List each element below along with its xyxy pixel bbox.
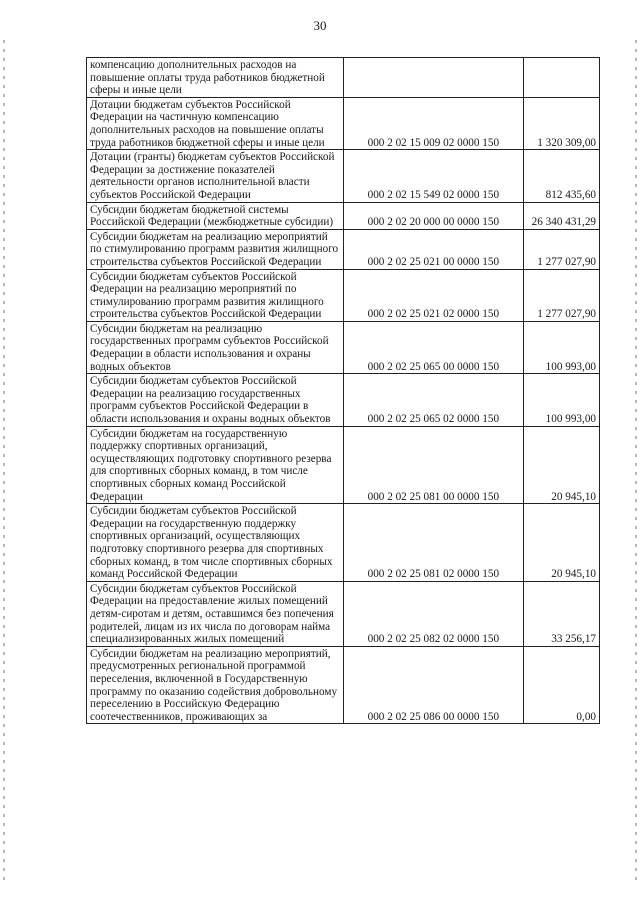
row-amount-cell: 100 993,00	[523, 321, 599, 373]
row-amount-cell: 100 993,00	[523, 374, 599, 426]
table-row	[87, 374, 600, 426]
row-amount-cell: 812 435,60	[523, 150, 599, 202]
row-code-cell: 000 2 02 25 021 02 0000 150	[344, 269, 524, 321]
table-row	[87, 504, 600, 582]
table-row	[87, 321, 600, 373]
row-code-cell: 000 2 02 25 081 02 0000 150	[344, 504, 524, 582]
row-name-cell: Субсидии бюджетам субъектов Российской Федерации на реализацию государственных программ субъектов Российской Федерации в области использования и охраны водных объектов	[87, 374, 344, 426]
row-amount-cell: 1 320 309,00	[523, 97, 599, 149]
table-row	[87, 426, 600, 504]
row-name-cell: компенсацию дополнительных расходов на повышение оплаты труда работников бюджетной сферы и иные цели	[87, 58, 344, 98]
row-name-cell: Субсидии бюджетам на реализацию государственных программ субъектов Российской Федерации в области использования и охраны водных объектов	[87, 321, 344, 373]
budget-revenue-table	[86, 57, 600, 724]
row-code-cell: 000 2 02 25 082 02 0000 150	[344, 581, 524, 646]
scan-edge-right	[635, 40, 637, 880]
row-name-cell: Субсидии бюджетам субъектов Российской Федерации на реализацию мероприятий по стимулированию программ развития жилищного строительства субъектов Российской Федерации	[87, 269, 344, 321]
row-name-cell: Дотации бюджетам субъектов Российской Федерации на частичную компенсацию дополнительных расходов на повышение оплаты труда работников бюджетной сферы и иные цели	[87, 97, 344, 149]
table-row	[87, 581, 600, 646]
row-code-cell: 000 2 02 15 009 02 0000 150	[344, 97, 524, 149]
row-amount-cell: 33 256,17	[523, 581, 599, 646]
row-amount-cell	[523, 58, 599, 98]
row-code-cell: 000 2 02 25 081 00 0000 150	[344, 426, 524, 504]
row-code-cell: 000 2 02 25 021 00 0000 150	[344, 229, 524, 269]
row-name-cell: Субсидии бюджетам бюджетной системы Российской Федерации (межбюджетные субсидии)	[87, 202, 344, 229]
table-row	[87, 97, 600, 149]
row-amount-cell: 20 945,10	[523, 504, 599, 582]
row-code-cell: 000 2 02 20 000 00 0000 150	[344, 202, 524, 229]
table-body	[87, 58, 600, 724]
row-name-cell: Субсидии бюджетам на реализацию мероприятий по стимулированию программ развития жилищного строительства субъектов Российской Федерации	[87, 229, 344, 269]
row-amount-cell: 0,00	[523, 646, 599, 724]
row-amount-cell: 20 945,10	[523, 426, 599, 504]
row-name-cell: Дотации (гранты) бюджетам субъектов Российской Федерации за достижение показателей деятельности органов исполнительной власти субъектов Российской Федерации	[87, 150, 344, 202]
row-name-cell: Субсидии бюджетам субъектов Российской Федерации на государственную поддержку спортивных организаций, осуществляющих подготовку спортивного резерва для спортивных сборных команд, в том числе спортивных сборных команд Российской Федерации	[87, 504, 344, 582]
row-code-cell	[344, 58, 524, 98]
row-amount-cell: 1 277 027,90	[523, 269, 599, 321]
row-code-cell: 000 2 02 25 086 00 0000 150	[344, 646, 524, 724]
scan-edge-left	[3, 40, 5, 880]
table-row	[87, 58, 600, 98]
row-name-cell: Субсидии бюджетам на реализацию мероприятий, предусмотренных региональной программой переселения, включенной в Государственную программу по оказанию содействия добровольному переселению в Российскую Федерацию соотечественников, проживающих за	[87, 646, 344, 724]
row-code-cell: 000 2 02 25 065 00 0000 150	[344, 321, 524, 373]
table-row	[87, 646, 600, 724]
row-code-cell: 000 2 02 25 065 02 0000 150	[344, 374, 524, 426]
table-row	[87, 269, 600, 321]
page-number: 30	[313, 18, 327, 33]
row-code-cell: 000 2 02 15 549 02 0000 150	[344, 150, 524, 202]
table-row	[87, 150, 600, 202]
row-name-cell: Субсидии бюджетам на государственную поддержку спортивных организаций, осуществляющих подготовку спортивного резерва для спортивных сборных команд, в том числе спортивных сборных команд Российской Федерации	[87, 426, 344, 504]
table-row	[87, 202, 600, 229]
row-amount-cell: 26 340 431,29	[523, 202, 599, 229]
row-amount-cell: 1 277 027,90	[523, 229, 599, 269]
row-name-cell: Субсидии бюджетам субъектов Российской Федерации на предоставление жилых помещений детям-сиротам и детям, оставшимся без попечения родителей, лицам из их числа по договорам найма специализированных жилых помещений	[87, 581, 344, 646]
table-row	[87, 229, 600, 269]
